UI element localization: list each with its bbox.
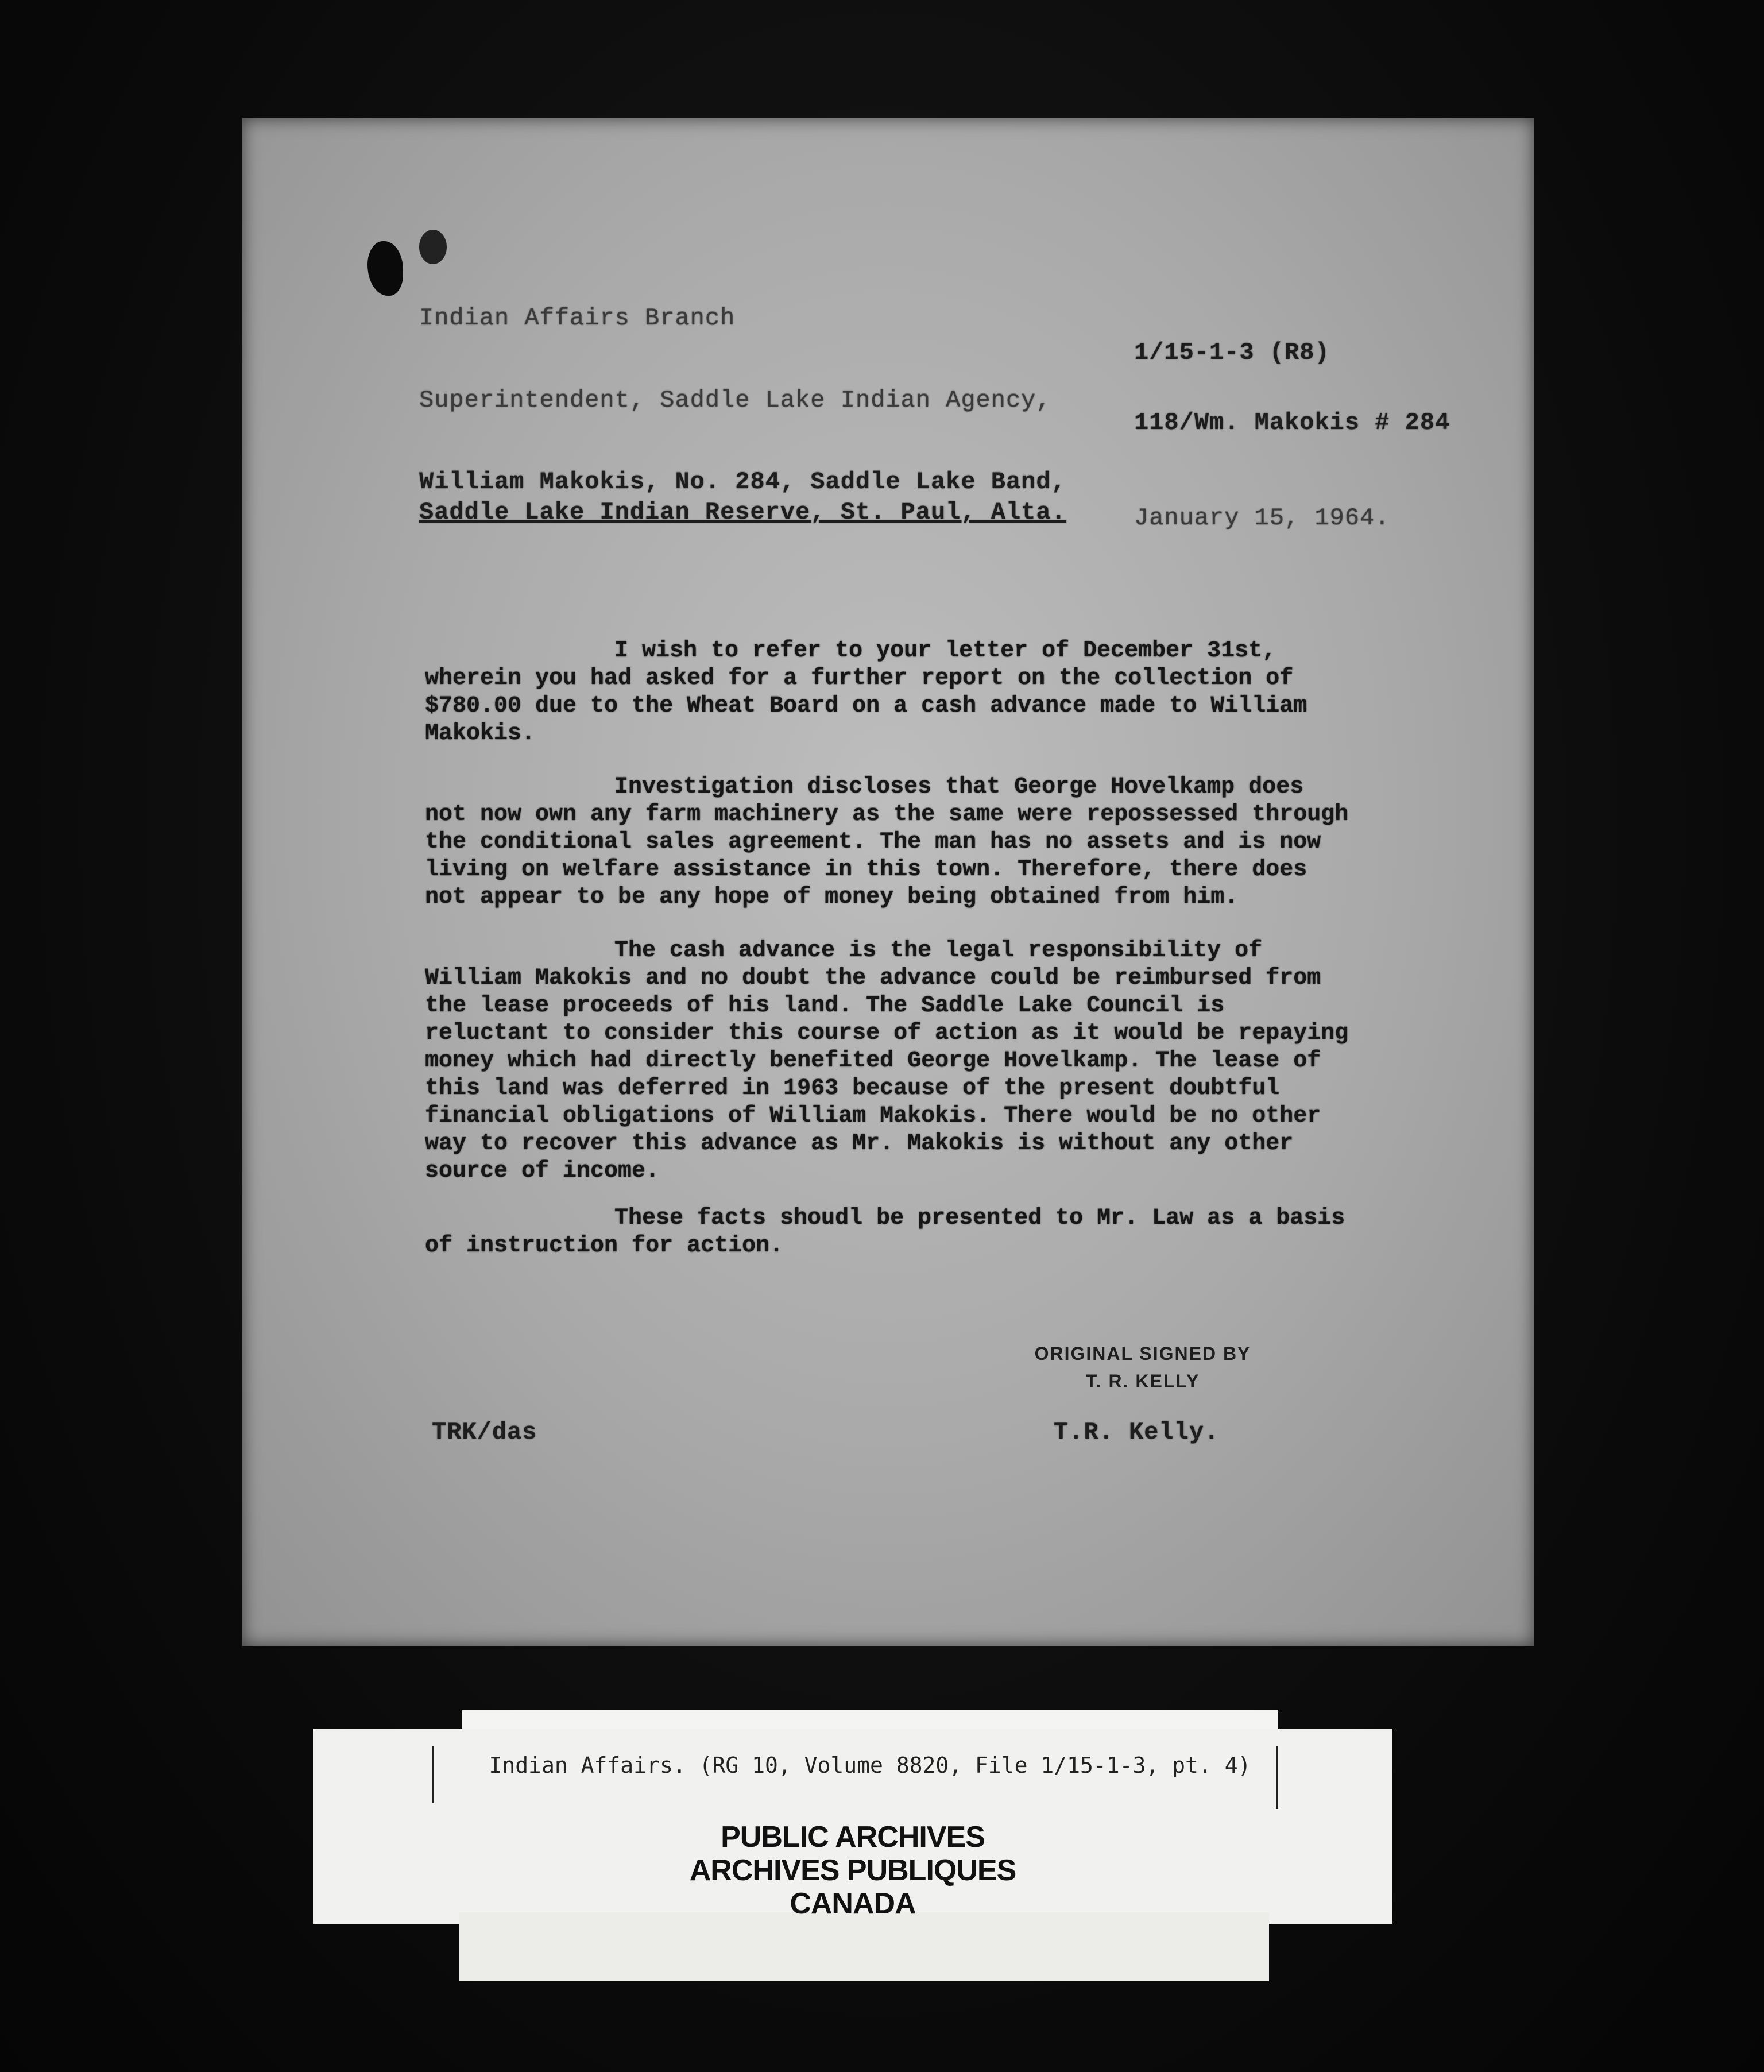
recipient: Superintendent, Saddle Lake Indian Agency, xyxy=(419,386,1051,414)
archive-title xyxy=(313,1820,1392,1920)
stamp-line-1: ORIGINAL SIGNED BY xyxy=(1034,1343,1251,1364)
paragraph-3: The cash advance is the legal responsibility of William Makokis and no doubt the advance could be reimbursed from the lease proceeds of his land. The Saddle Lake Council is reluctant to consider this course of action as it would be repaying money which had directly benefited George Hovelkamp. The lease of this land was deferred in 1963 because of the present doubtful financial obligations of William Makokis. There would be no other way to recover this advance as Mr. Makokis is without any other source of income. xyxy=(425,938,1349,1184)
typist-initials: TRK/das xyxy=(432,1418,537,1446)
signature-name: T.R. Kelly. xyxy=(1054,1418,1220,1446)
person-reference: 118/Wm. Makokis # 284 xyxy=(1134,409,1450,436)
paper-damage xyxy=(419,230,447,264)
archive-citation: Indian Affairs. (RG 10, Volume 8820, File 1/15-1-3, pt. 4) xyxy=(489,1753,1251,1778)
letter-date: January 15, 1964. xyxy=(1134,504,1390,532)
archive-label-bottom xyxy=(459,1912,1269,1981)
paragraph-1: I wish to refer to your letter of December 31st, wherein you had asked for a further report on the collection of $780.00 due to the Wheat Board on a cash advance made to William Makokis. xyxy=(425,638,1307,747)
signature-stamp xyxy=(1028,1340,1258,1395)
paragraph-2: Investigation discloses that George Hovelkamp does not now own any farm machinery as the same were repossessed through the conditional sales agreement. The man has no assets and is now living on welfare assistance in this town. Therefore, there does not appear to be any hope of money being obtained from him. xyxy=(425,774,1349,910)
sender: Indian Affairs Branch xyxy=(419,304,736,332)
archive-title-line-3: CANADA xyxy=(790,1887,916,1920)
subject-line-1: William Makokis, No. 284, Saddle Lake Band, xyxy=(419,468,1066,496)
label-mark-left xyxy=(432,1746,434,1803)
archive-title-line-2: ARCHIVES PUBLIQUES xyxy=(689,1854,1016,1887)
subject-line-2: Saddle Lake Indian Reserve, St. Paul, Alta. xyxy=(419,498,1066,526)
archive-title-line-1: PUBLIC ARCHIVES xyxy=(721,1820,985,1854)
stamp-line-2: T. R. KELLY xyxy=(1085,1371,1200,1391)
file-reference: 1/15-1-3 (R8) xyxy=(1134,339,1330,366)
paragraph-4: These facts shoudl be presented to Mr. Law as a basis of instruction for action. xyxy=(425,1205,1345,1259)
